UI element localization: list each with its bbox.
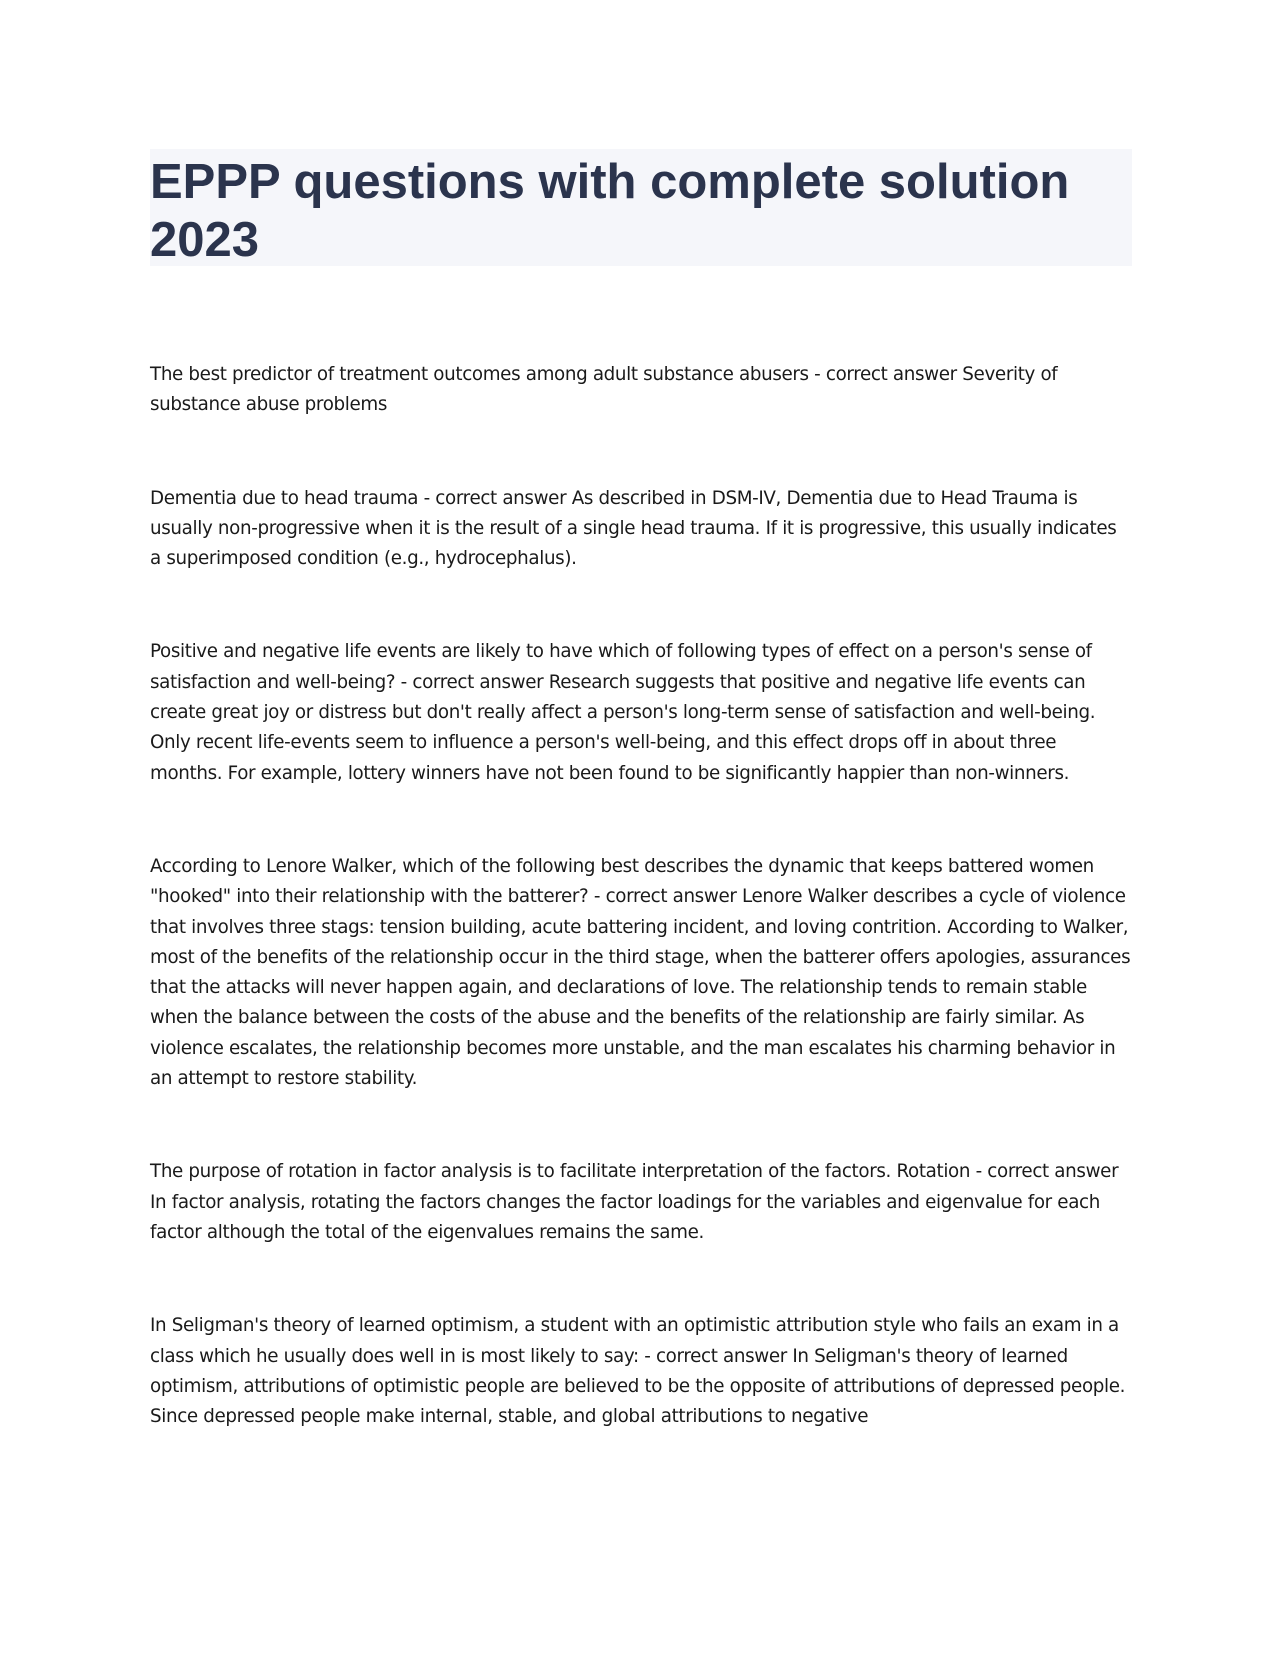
title-block [150, 149, 1132, 266]
document-body [150, 360, 1132, 1495]
document-title: EPPP questions with complete solution 2023 [150, 155, 1070, 267]
qa-paragraph: According to Lenore Walker, which of the following best describes the dynamic that keeps battered women "hooked" into their relationship with the batterer? - correct answer Lenore Walker describes a cycle of violence that involves three stags: tension building, acute battering incident, and loving contrition. According to Walker, most of the benefits of the relationship occur in the third stage, when the batterer offers apologies, assurances that the attacks will never happen again, and declarations of love. The relationship tends to remain stable when the balance between the costs of the abuse and the benefits of the relationship are fairly similar. As violence escalates, the relationship becomes more unstable, and the man escalates his charming behavior in an attempt to restore stability. [150, 855, 1131, 1090]
qa-paragraph: The purpose of rotation in factor analysis is to facilitate interpretation of the factors. Rotation - correct answer In factor analysis, rotating the factors changes the factor loadings for the variables and eigenvalue for each factor although the total of the eigenvalues remains the same. [150, 1161, 1119, 1243]
qa-paragraph: The best predictor of treatment outcomes among adult substance abusers - correct answer Severity of substance abuse problems [150, 364, 1058, 416]
qa-paragraph: Dementia due to head trauma - correct answer As described in DSM-IV, Dementia due to Head Trauma is usually non-progressive when it is the result of a single head trauma. If it is progressive, this usually indicates a superimposed condition (e.g., hydrocephalus). [150, 487, 1117, 570]
qa-paragraph: Positive and negative life events are likely to have which of following types of effect on a person's sense of satisfaction and well-being? - correct answer Research suggests that positive and negative life events can create great joy or distress but don't really affect a person's long-term sense of satisfaction and well-being. Only recent life-events seem to influence a person's well-being, and this effect drops off in about three months. For example, lottery winners have not been found to be significantly happier than non-winners. [150, 641, 1096, 784]
qa-paragraph: In Seligman's theory of learned optimism, a student with an optimistic attribution style who fails an exam in a class which he usually does well in is most likely to say: - correct answer In Seligman's theory of learned optimism, attributions of optimistic people are believed to be the opposite of attributions of depressed people. Since depressed people make internal, stable, and global attributions to negative [150, 1315, 1126, 1428]
